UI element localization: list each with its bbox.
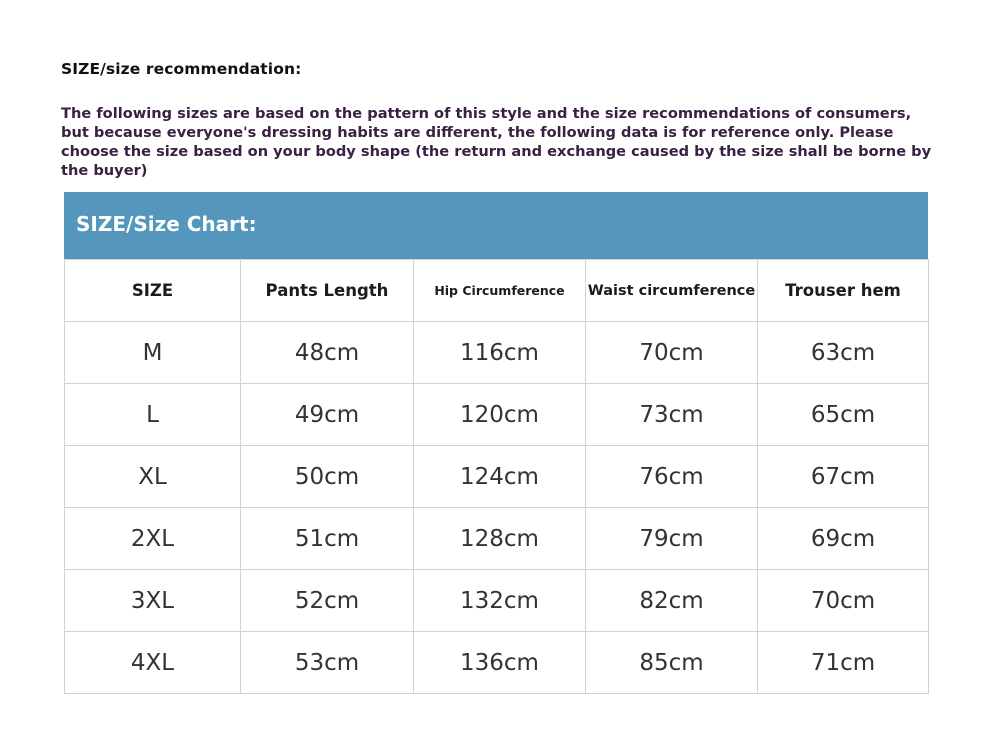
table-row	[65, 508, 929, 570]
page-heading: SIZE/size recommendation:	[61, 60, 302, 78]
column-header-size: SIZE	[65, 260, 241, 322]
trouser-hem-cell: 65cm	[758, 384, 929, 446]
pants-length-cell: 50cm	[241, 446, 414, 508]
hip-circumference-cell: 128cm	[414, 508, 586, 570]
column-header-trouser-hem: Trouser hem	[758, 260, 929, 322]
waist-circumference-cell: 76cm	[586, 446, 758, 508]
size-cell: 2XL	[65, 508, 241, 570]
column-header-hip-circumference: Hip Circumference	[414, 260, 586, 322]
waist-circumference-cell: 73cm	[586, 384, 758, 446]
pants-length-cell: 51cm	[241, 508, 414, 570]
pants-length-cell: 52cm	[241, 570, 414, 632]
waist-circumference-cell: 82cm	[586, 570, 758, 632]
table-header-row	[65, 260, 929, 322]
waist-circumference-cell: 70cm	[586, 322, 758, 384]
table-row	[65, 322, 929, 384]
size-cell: 3XL	[65, 570, 241, 632]
column-header-pants-length: Pants Length	[241, 260, 414, 322]
hip-circumference-cell: 120cm	[414, 384, 586, 446]
size-disclaimer: The following sizes are based on the pattern of this style and the size recommendations of consumers, but because everyone's dressing habits are different, the following data is for reference only. Please choose the size based on your body shape (the return and exchange caused by the size shall be borne by the buyer)	[61, 105, 932, 179]
trouser-hem-cell: 63cm	[758, 322, 929, 384]
pants-length-cell: 48cm	[241, 322, 414, 384]
waist-circumference-cell: 79cm	[586, 508, 758, 570]
pants-length-cell: 49cm	[241, 384, 414, 446]
pants-length-cell: 53cm	[241, 632, 414, 694]
table-row	[65, 632, 929, 694]
size-cell: M	[65, 322, 241, 384]
hip-circumference-cell: 124cm	[414, 446, 586, 508]
hip-circumference-cell: 132cm	[414, 570, 586, 632]
trouser-hem-cell: 71cm	[758, 632, 929, 694]
hip-circumference-cell: 136cm	[414, 632, 586, 694]
hip-circumference-cell: 116cm	[414, 322, 586, 384]
waist-circumference-cell: 85cm	[586, 632, 758, 694]
table-row	[65, 446, 929, 508]
size-table	[64, 259, 929, 694]
column-header-waist-circumference: Waist circumference	[586, 260, 758, 322]
trouser-hem-cell: 70cm	[758, 570, 929, 632]
trouser-hem-cell: 69cm	[758, 508, 929, 570]
size-chart	[64, 192, 928, 694]
trouser-hem-cell: 67cm	[758, 446, 929, 508]
size-cell: L	[65, 384, 241, 446]
size-cell: 4XL	[65, 632, 241, 694]
table-row	[65, 384, 929, 446]
size-cell: XL	[65, 446, 241, 508]
table-row	[65, 570, 929, 632]
size-chart-title: SIZE/Size Chart:	[64, 192, 928, 259]
